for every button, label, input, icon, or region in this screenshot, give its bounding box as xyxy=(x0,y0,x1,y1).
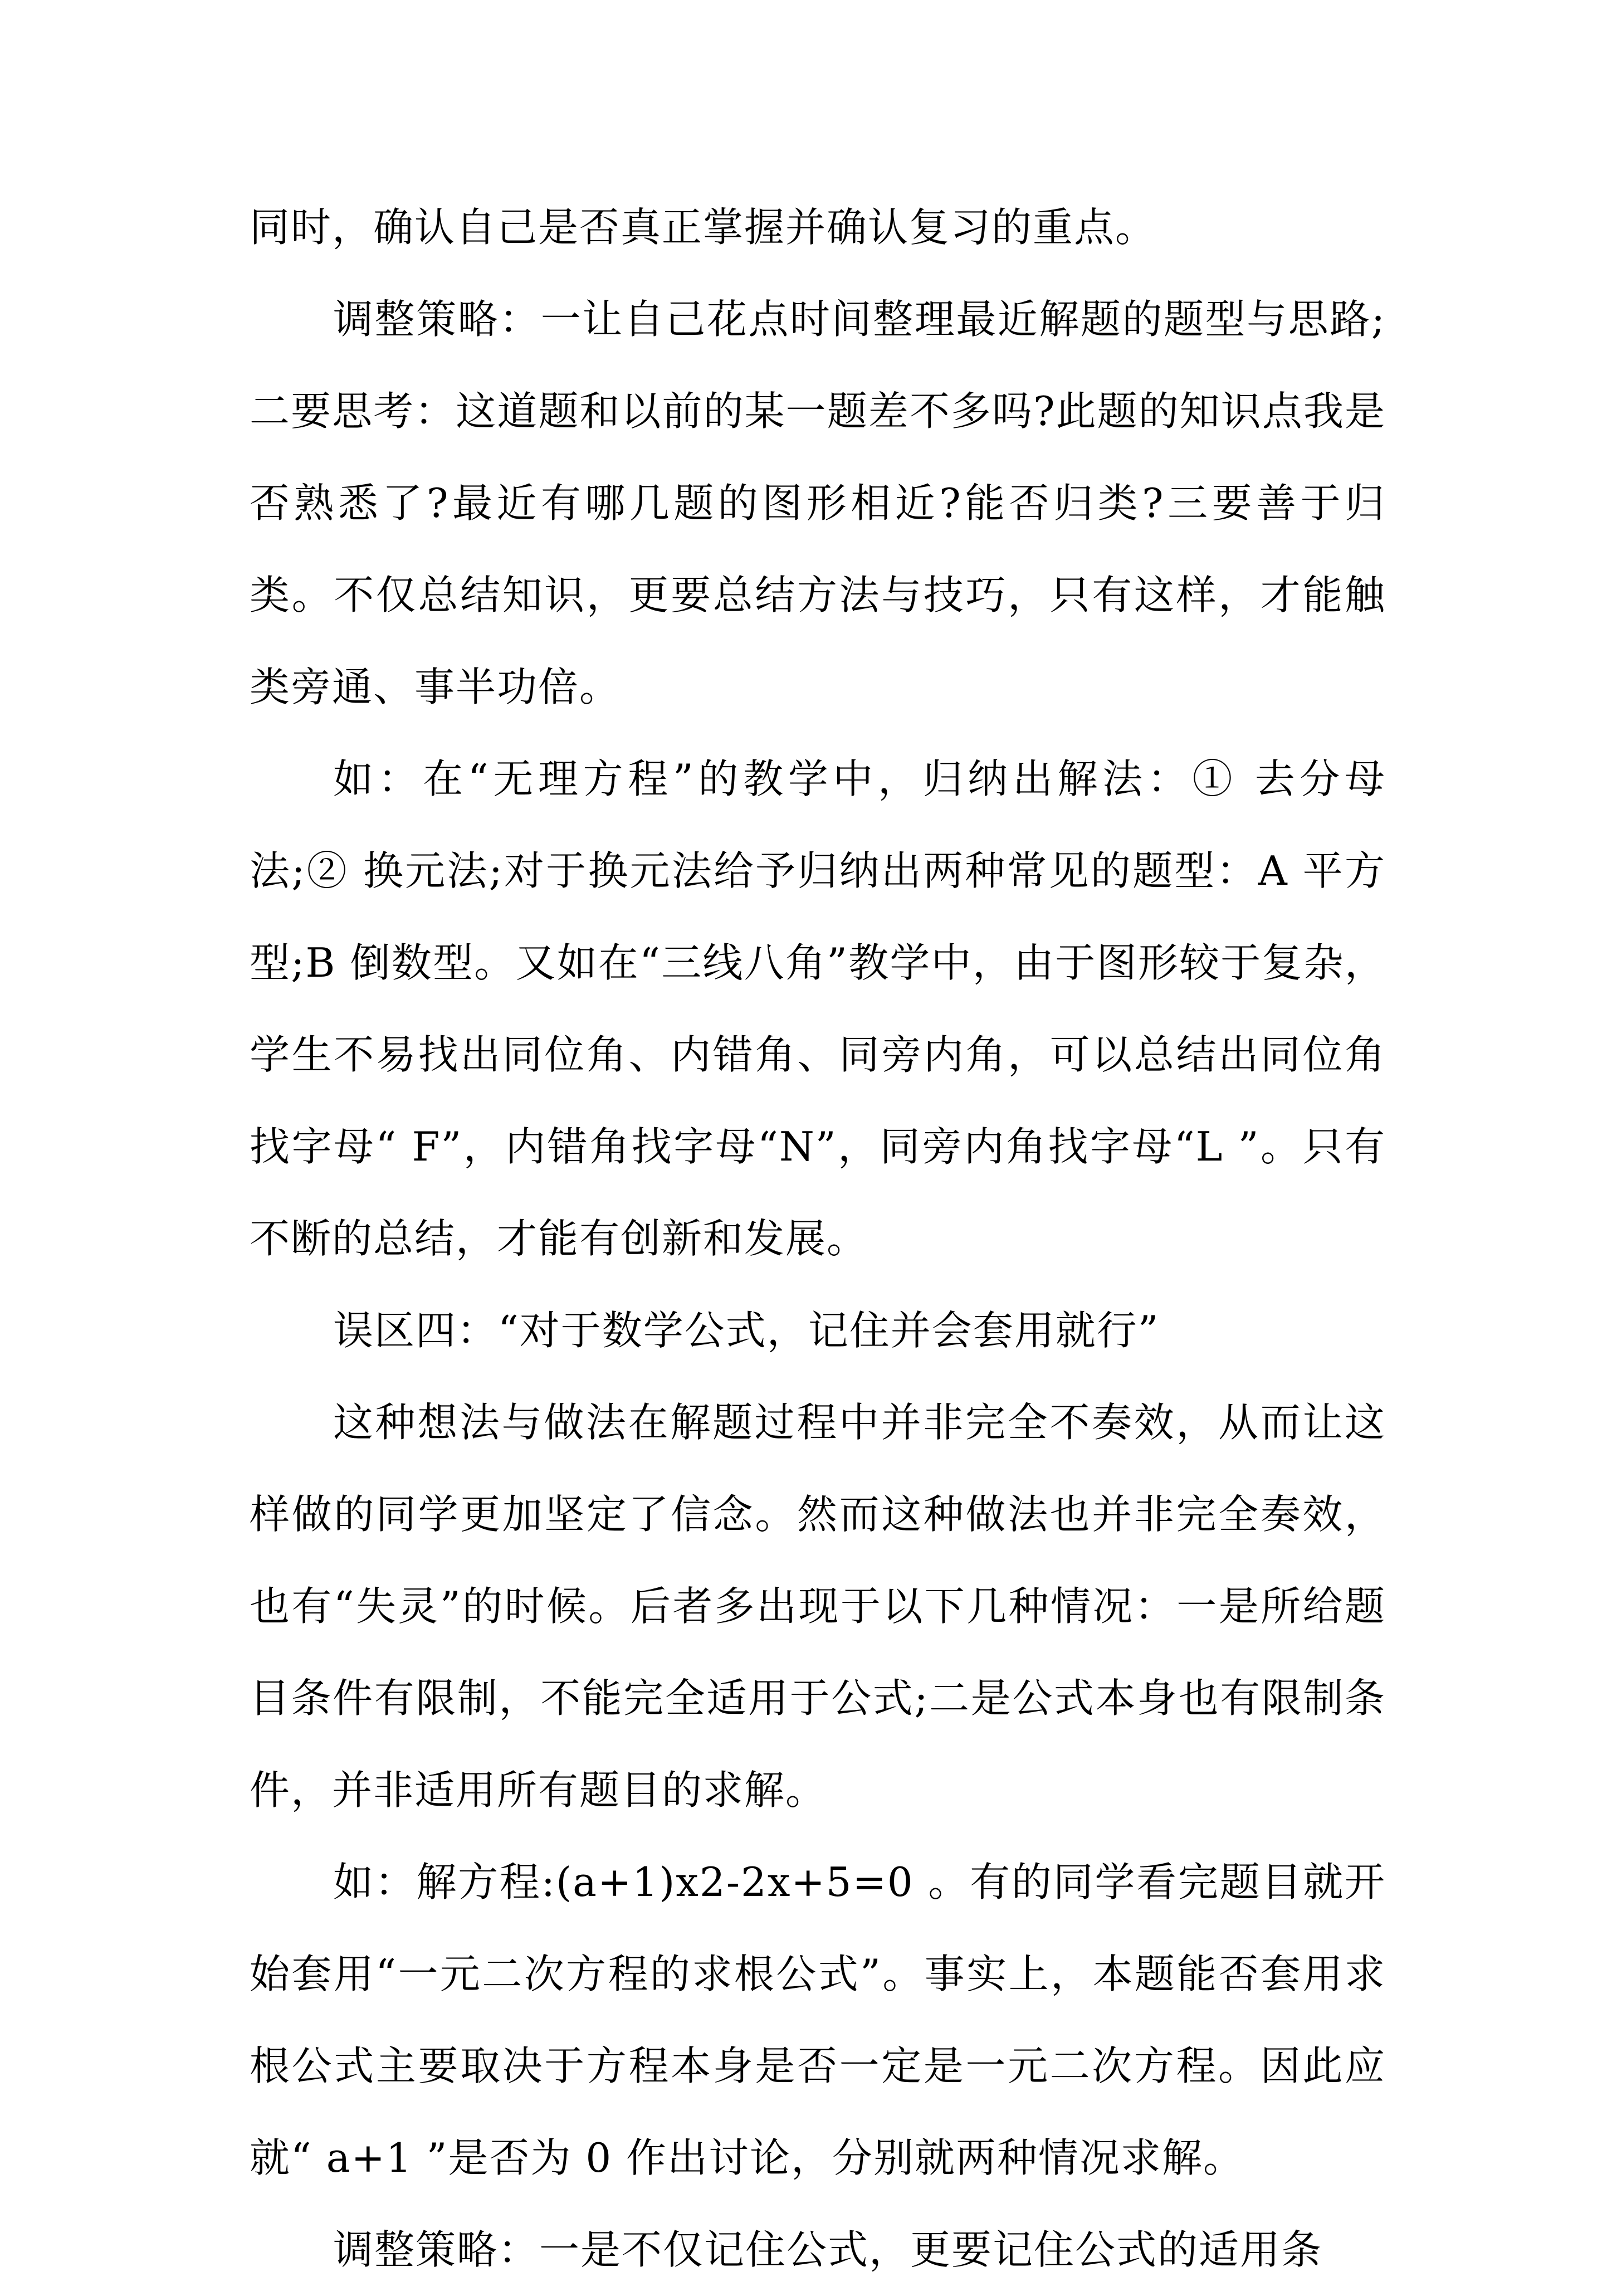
document-body xyxy=(250,182,1386,2296)
paragraph-strategy-1: 调整策略：一让自己花点时间整理最近解题的题型与思路;二要思考：这道题和以前的某一题差不多吗?此题的知识点我是否熟悉了?最近有哪几题的图形相近?能否归类?三要善于归类。不仅总结知识，更要总结方法与技巧，只有这样，才能触类旁通、事半功倍。 xyxy=(250,296,1386,710)
section-heading-misconception-4: 误区四：“对于数学公式，记住并会套用就行” xyxy=(333,1307,1160,1354)
paragraph-continuation: 同时，确认自己是否真正掌握并确认复习的重点。 xyxy=(250,204,1157,251)
paragraph-explanation: 这种想法与做法在解题过程中并非完全不奏效，从而让这样做的同学更加坚定了信念。然而这种做法也并非完全奏效，也有“失灵”的时候。后者多出现于以下几种情况：一是所给题目条件有限制，不能完全适用于公式;二是公式本身也有限制条件，并非适用所有题目的求解。 xyxy=(250,1399,1386,1814)
paragraph-strategy-2: 调整策略：一是不仅记住公式，更要记住公式的适用条 xyxy=(333,2226,1323,2273)
paragraph-example-1: 如：在“无理方程”的教学中，归纳出解法：① 去分母法;② 换元法;对于换元法给予归纳出两种常见的题型：A 平方型;B 倒数型。又如在“三线八角”教学中，由于图形较于复杂，学生不易找出同位角、内错角、同旁内角，可以总结出同位角找字母“ F”，内错角找字母“N”，同旁内角找字母“L ”。只有不断的总结，才能有创新和发展。 xyxy=(250,755,1386,1262)
paragraph-example-2: 如：解方程:(a+1)x2-2x+5=0 。有的同学看完题目就开始套用“一元二次方程的求根公式”。事实上，本题能否套用求根公式主要取决于方程本身是否一定是一元二次方程。因此应就“ a+1 ”是否为 0 作出讨论，分别就两种情况求解。 xyxy=(250,1859,1386,2181)
